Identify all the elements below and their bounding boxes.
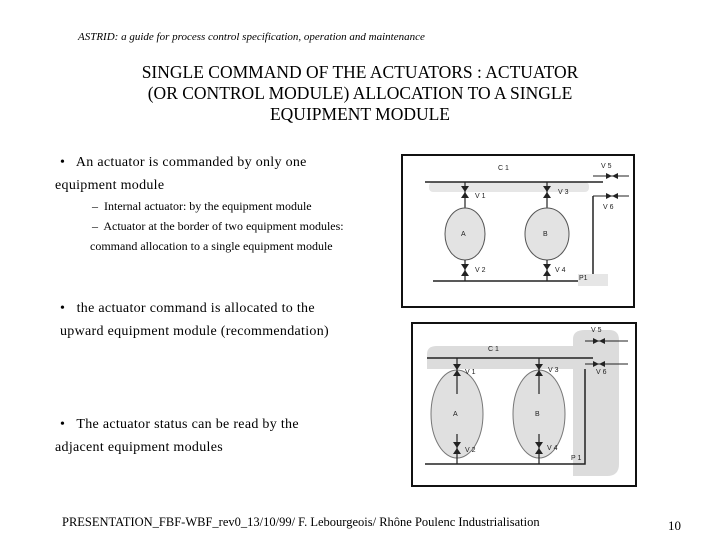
equipment-module-diagram-2 <box>411 322 637 487</box>
label-b: B <box>543 231 548 238</box>
bullet-1-line-2: equipment module <box>55 178 165 193</box>
diagram-1-drawing <box>403 156 633 306</box>
bullet-text: The actuator status can be read by the <box>76 417 299 432</box>
label-v6: V 6 <box>596 369 607 376</box>
title-line-2: (OR CONTROL MODULE) ALLOCATION TO A SINGLE <box>147 83 573 103</box>
sub-marker: – <box>92 219 98 233</box>
valve-v6-icon-right <box>612 193 618 199</box>
label-v4: V 4 <box>547 445 558 452</box>
label-b: B <box>535 411 540 418</box>
label-v3: V 3 <box>558 189 569 196</box>
valve-v2-icon-lower <box>461 270 469 276</box>
bullet-3-line-2: adjacent equipment modules <box>55 440 223 455</box>
valve-v1-icon-lower <box>461 192 469 198</box>
valve-v2-icon <box>461 264 469 270</box>
label-v4: V 4 <box>555 267 566 274</box>
equipment-module-diagram-1 <box>401 154 635 308</box>
bullet-marker: • <box>60 417 66 432</box>
bullet-text: An actuator is commanded by only one <box>75 155 307 170</box>
label-v2: V 2 <box>465 447 476 454</box>
bullet-text: the actuator command is allocated to the <box>76 301 315 316</box>
title-line-1: SINGLE COMMAND OF THE ACTUATORS : ACTUATOR <box>141 62 579 82</box>
valve-v4-icon-lower <box>543 270 551 276</box>
sub-text: Internal actuator: by the equipment module <box>104 199 312 213</box>
label-v5: V 5 <box>591 327 602 334</box>
title-line-3: EQUIPMENT MODULE <box>269 104 451 124</box>
label-v1: V 1 <box>465 369 476 376</box>
valve-v5-icon-right <box>612 173 618 179</box>
bullet-2-line-1 <box>60 301 315 317</box>
document-header: ASTRID: a guide for process control specification, operation and maintenance <box>78 31 425 43</box>
bullet-1-line-1 <box>60 155 307 171</box>
valve-v6-icon <box>606 193 612 199</box>
valve-v4-icon <box>543 264 551 270</box>
bullet-marker: • <box>60 155 66 170</box>
page-title <box>60 62 660 125</box>
sub-bullet-2-continuation: command allocation to a single equipment module <box>90 239 333 253</box>
label-c1: C 1 <box>498 165 509 172</box>
valve-v5-icon <box>606 173 612 179</box>
page-number: 10 <box>668 518 681 533</box>
label-p1: P1 <box>579 275 588 282</box>
valve-v3-icon-lower <box>543 192 551 198</box>
label-p1: P 1 <box>571 455 582 462</box>
sub-bullet-1 <box>92 199 312 214</box>
label-a: A <box>453 411 458 418</box>
label-v2: V 2 <box>475 267 486 274</box>
label-v1: V 1 <box>475 193 486 200</box>
sub-text: Actuator at the border of two equipment modules: <box>103 219 344 233</box>
label-v3: V 3 <box>548 367 559 374</box>
bullet-marker: • <box>60 301 66 316</box>
label-v6: V 6 <box>603 204 614 211</box>
label-a: A <box>461 231 466 238</box>
label-v5: V 5 <box>601 163 612 170</box>
label-c1: C 1 <box>488 346 499 353</box>
sub-marker: – <box>92 199 98 213</box>
diagram-2-drawing <box>413 324 635 485</box>
document-footer: PRESENTATION_FBF-WBF_rev0_13/10/99/ F. Lebourgeois/ Rhône Poulenc Industrialisation <box>62 515 540 529</box>
bullet-3-line-1 <box>60 417 299 433</box>
bullet-2-line-2: upward equipment module (recommendation) <box>60 324 329 339</box>
sub-bullet-2 <box>92 219 344 234</box>
